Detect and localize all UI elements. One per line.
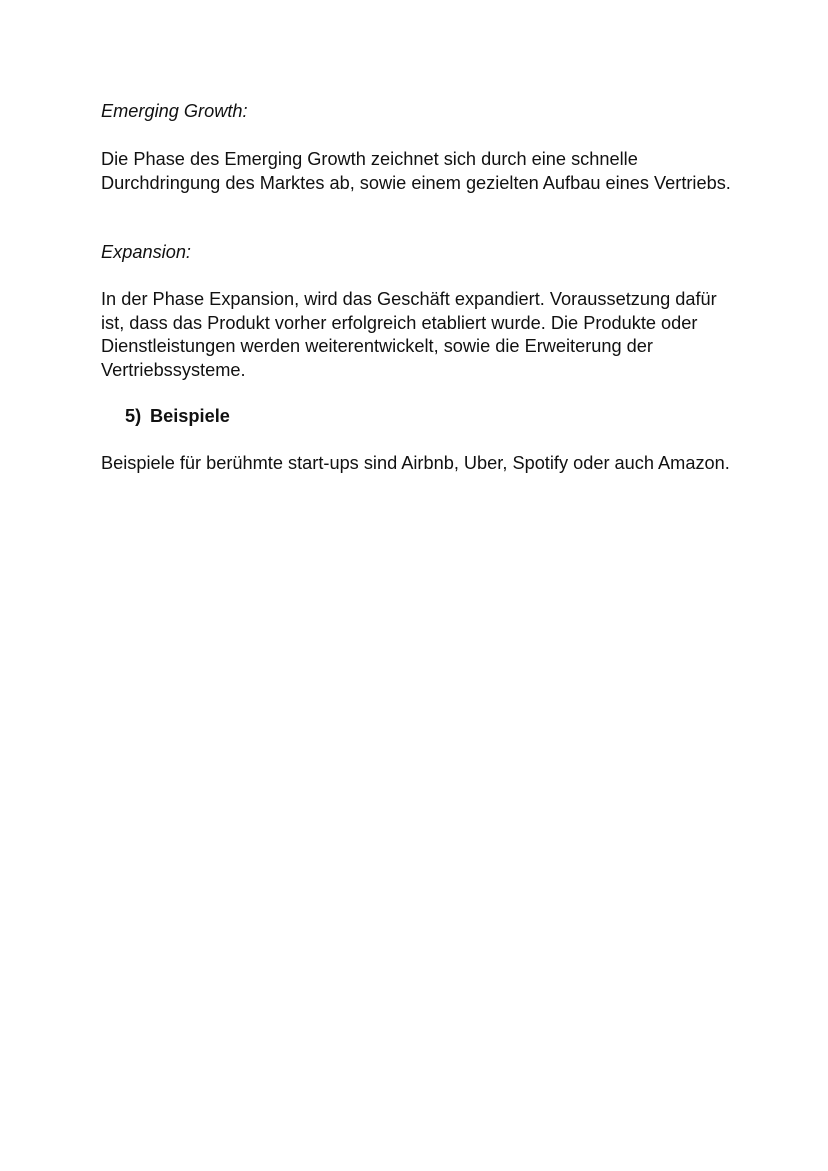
section-number: 5) (125, 406, 142, 426)
emerging-growth-heading: Emerging Growth: (101, 101, 248, 121)
section-title: Beispiele (150, 406, 230, 426)
section-heading-beispiele (125, 405, 230, 429)
expansion-paragraph: In der Phase Expansion, wird das Geschäft expandiert. Voraussetzung dafür ist, dass das Produkt vorher erfolgreich etabliert wurde. Die Produkte oder Dienstleistungen werden weiterentwickelt, sowie die Erweiterung der Vertriebssysteme. (101, 289, 717, 380)
beispiele-paragraph: Beispiele für berühmte start-ups sind Airbnb, Uber, Spotify oder auch Amazon. (101, 453, 730, 473)
expansion-heading: Expansion: (101, 242, 191, 262)
emerging-growth-paragraph: Die Phase des Emerging Growth zeichnet sich durch eine schnelle Durchdringung des Marktes ab, sowie einem gezielten Aufbau eines Vertriebs. (101, 149, 731, 193)
